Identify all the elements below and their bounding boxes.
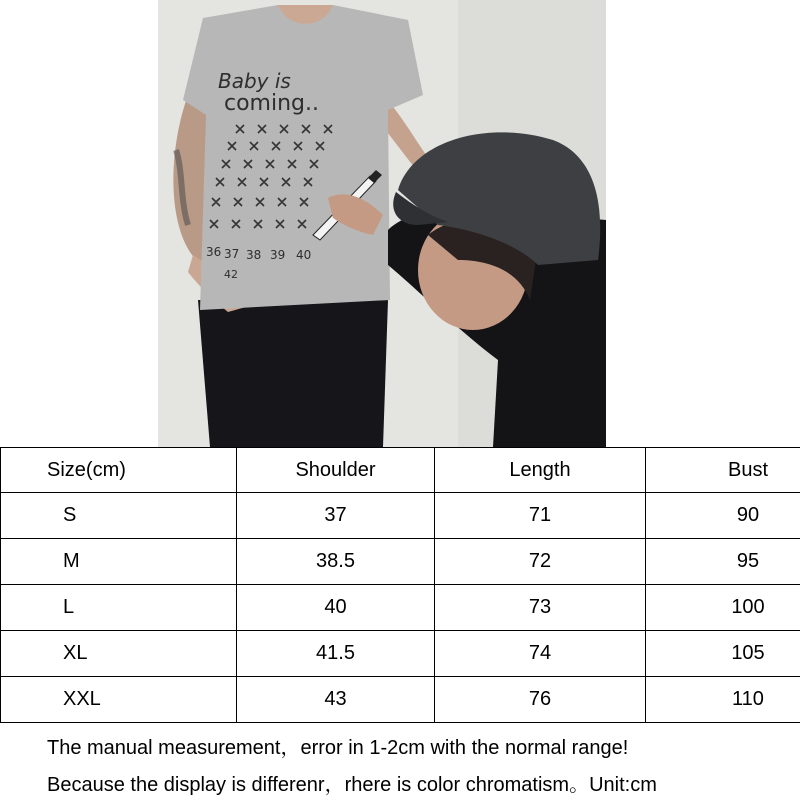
table-row	[1, 493, 800, 539]
header-length: Length	[435, 448, 646, 493]
cell-bust: 100	[646, 585, 800, 631]
product-photo	[158, 0, 606, 447]
shirt-week-40: 40	[296, 248, 312, 262]
cell-shoulder: 37	[237, 493, 435, 539]
cell-bust: 95	[646, 539, 800, 585]
cell-length: 72	[435, 539, 646, 585]
size-chart-table	[0, 447, 800, 723]
shirt-week-42: 42	[224, 268, 238, 281]
cell-size: M	[1, 539, 237, 585]
cell-length: 71	[435, 493, 646, 539]
shirt-week-38: 38	[246, 248, 262, 262]
header-bust: Bust	[646, 448, 800, 493]
cell-shoulder: 38.5	[237, 539, 435, 585]
color-note: Because the display is differenr，rhere is color chromatism。Unit:cm	[47, 774, 657, 796]
shirt-week-37: 37	[224, 247, 240, 261]
cell-bust: 90	[646, 493, 800, 539]
header-shoulder: Shoulder	[237, 448, 435, 493]
shirt-line-2: coming..	[224, 91, 319, 116]
cell-size: L	[1, 585, 237, 631]
cell-size: XXL	[1, 677, 237, 723]
header-size: Size(cm)	[1, 448, 237, 493]
cell-bust: 110	[646, 677, 800, 723]
shirt-line-1: Baby is	[218, 69, 291, 93]
cell-shoulder: 40	[237, 585, 435, 631]
shirt-week-39: 39	[270, 248, 286, 262]
cell-length: 73	[435, 585, 646, 631]
table-row	[1, 631, 800, 677]
cell-size: XL	[1, 631, 237, 677]
cell-length: 76	[435, 677, 646, 723]
table-row	[1, 677, 800, 723]
cell-bust: 105	[646, 631, 800, 677]
cell-shoulder: 41.5	[237, 631, 435, 677]
table-row	[1, 585, 800, 631]
measurement-note: The manual measurement，error in 1-2cm with the normal range!	[47, 737, 629, 759]
cell-length: 74	[435, 631, 646, 677]
table-header-row	[1, 448, 800, 493]
cell-size: S	[1, 493, 237, 539]
cell-shoulder: 43	[237, 677, 435, 723]
table-row	[1, 539, 800, 585]
shirt-week-36: 36	[206, 245, 222, 259]
